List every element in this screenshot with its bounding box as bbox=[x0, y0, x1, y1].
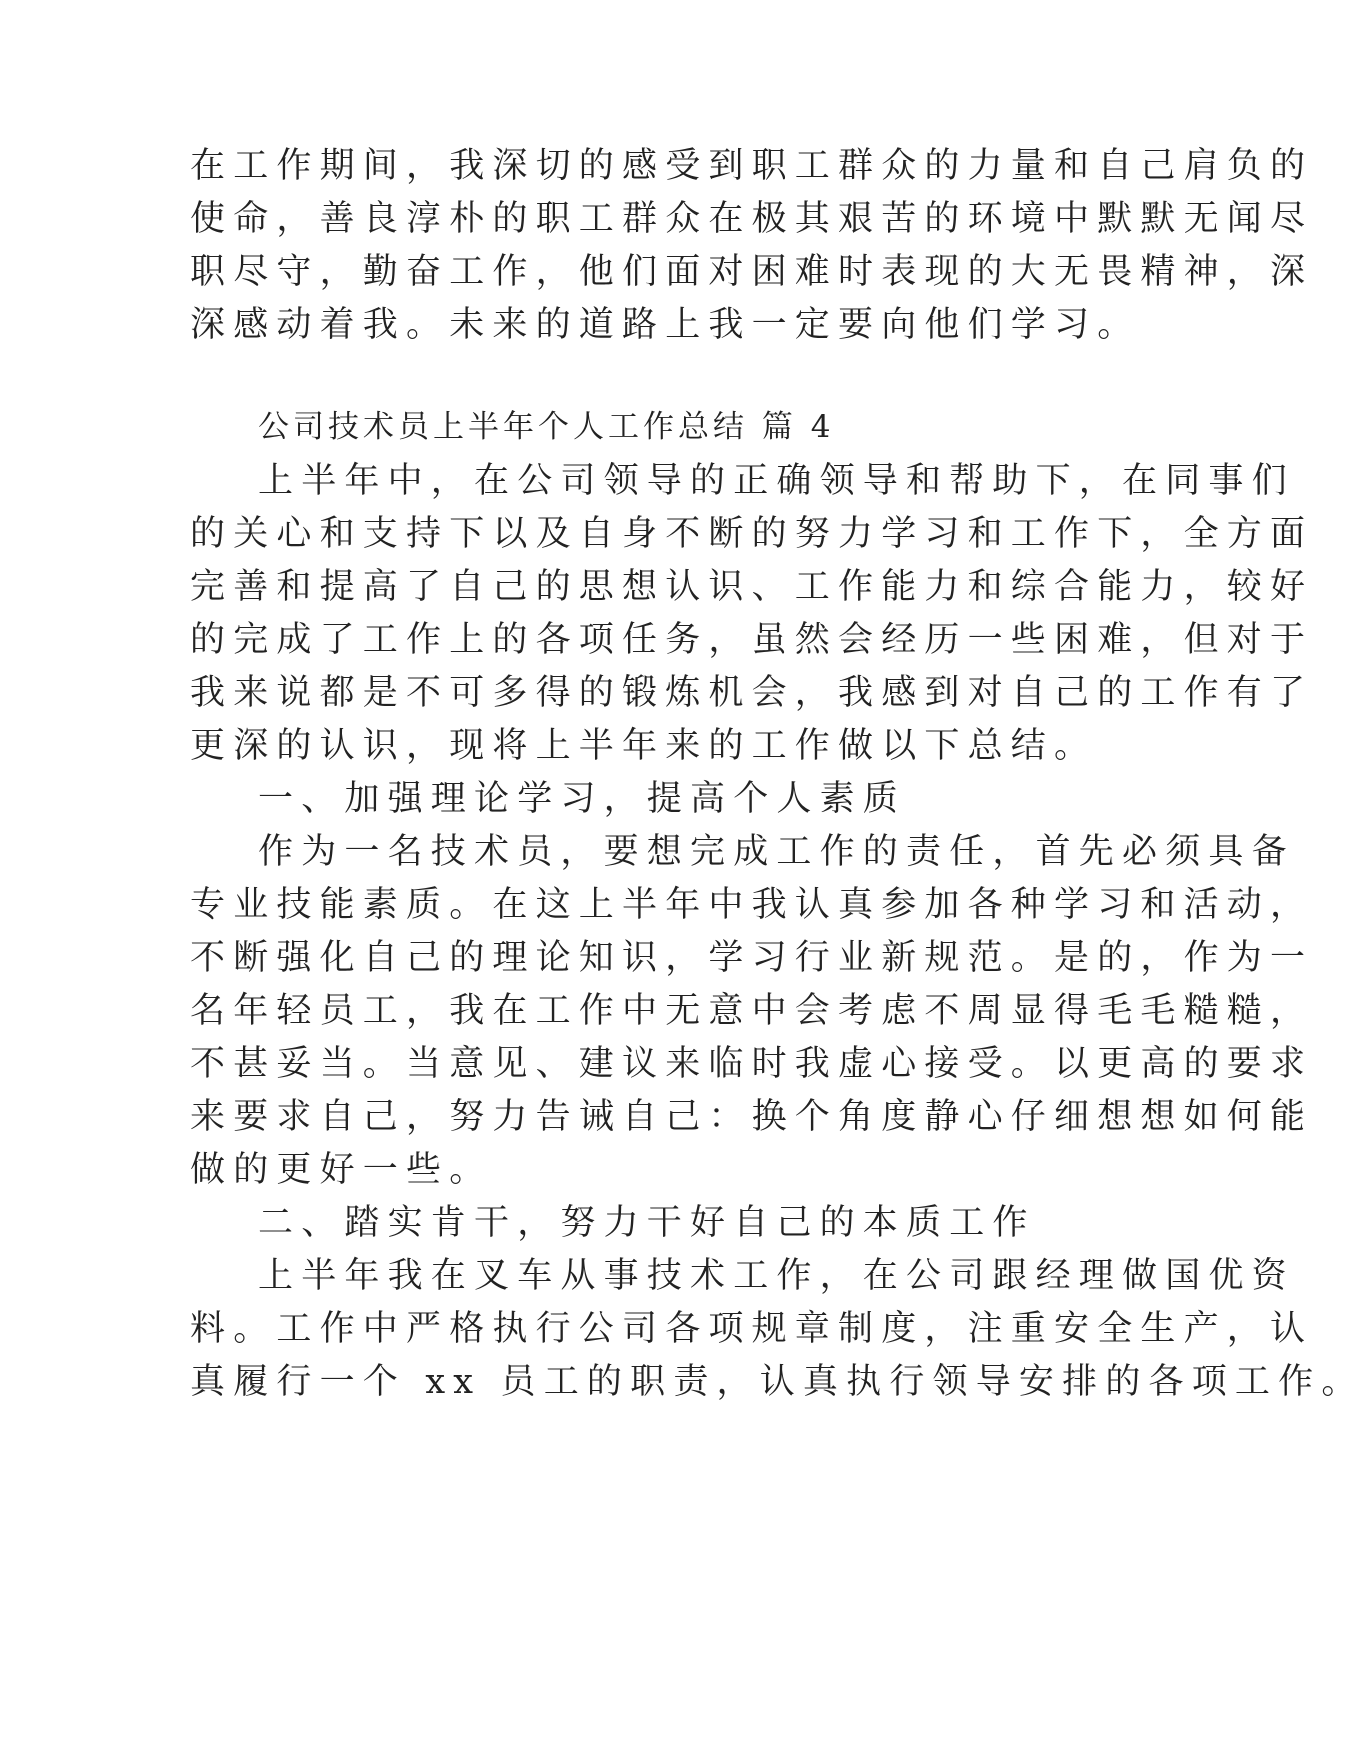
paragraph-line: 在工作期间，我深切的感受到职工群众的力量和自己肩负的 bbox=[190, 146, 1314, 186]
article-title: 公司技术员上半年个人工作总结 篇 4 bbox=[258, 409, 835, 445]
paragraph-line: 的关心和支持下以及自身不断的努力学习和工作下，全方面 bbox=[190, 514, 1314, 554]
paragraph-line: 上半年中，在公司领导的正确领导和帮助下，在同事们 bbox=[258, 461, 1295, 501]
paragraph-line: 真履行一个 xx 员工的职责，认真执行领导安排的各项工作。 bbox=[190, 1362, 1365, 1402]
paragraph-line: 来要求自己，努力告诫自己：换个角度静心仔细想想如何能 bbox=[190, 1097, 1314, 1137]
paragraph-line: 名年轻员工，我在工作中无意中会考虑不周显得毛毛糙糙， bbox=[190, 991, 1314, 1031]
paragraph-line: 料。工作中严格执行公司各项规章制度，注重安全生产，认 bbox=[190, 1309, 1314, 1349]
paragraph-line: 不甚妥当。当意见、建议来临时我虚心接受。以更高的要求 bbox=[190, 1044, 1314, 1084]
paragraph-line: 不断强化自己的理论知识，学习行业新规范。是的，作为一 bbox=[190, 938, 1314, 978]
paragraph-line: 的完成了工作上的各项任务，虽然会经历一些困难，但对于 bbox=[190, 620, 1314, 660]
paragraph-line: 使命，善良淳朴的职工群众在极其艰苦的环境中默默无闻尽 bbox=[190, 199, 1314, 239]
section-heading: 二、踏实肯干，努力干好自己的本质工作 bbox=[258, 1203, 1036, 1243]
paragraph-line: 专业技能素质。在这上半年中我认真参加各种学习和活动， bbox=[190, 885, 1314, 925]
paragraph-line: 上半年我在叉车从事技术工作，在公司跟经理做国优资 bbox=[258, 1256, 1295, 1296]
paragraph-line: 作为一名技术员，要想完成工作的责任，首先必须具备 bbox=[258, 832, 1295, 872]
section-heading: 一、加强理论学习，提高个人素质 bbox=[258, 779, 907, 819]
paragraph-line: 深感动着我。未来的道路上我一定要向他们学习。 bbox=[190, 305, 1141, 345]
paragraph-line: 做的更好一些。 bbox=[190, 1150, 493, 1190]
paragraph-line: 职尽守，勤奋工作，他们面对困难时表现的大无畏精神，深 bbox=[190, 252, 1314, 292]
paragraph-line: 更深的认识，现将上半年来的工作做以下总结。 bbox=[190, 726, 1098, 766]
paragraph-line: 我来说都是不可多得的锻炼机会，我感到对自己的工作有了 bbox=[190, 673, 1314, 713]
paragraph-line: 完善和提高了自己的思想认识、工作能力和综合能力，较好 bbox=[190, 567, 1314, 607]
